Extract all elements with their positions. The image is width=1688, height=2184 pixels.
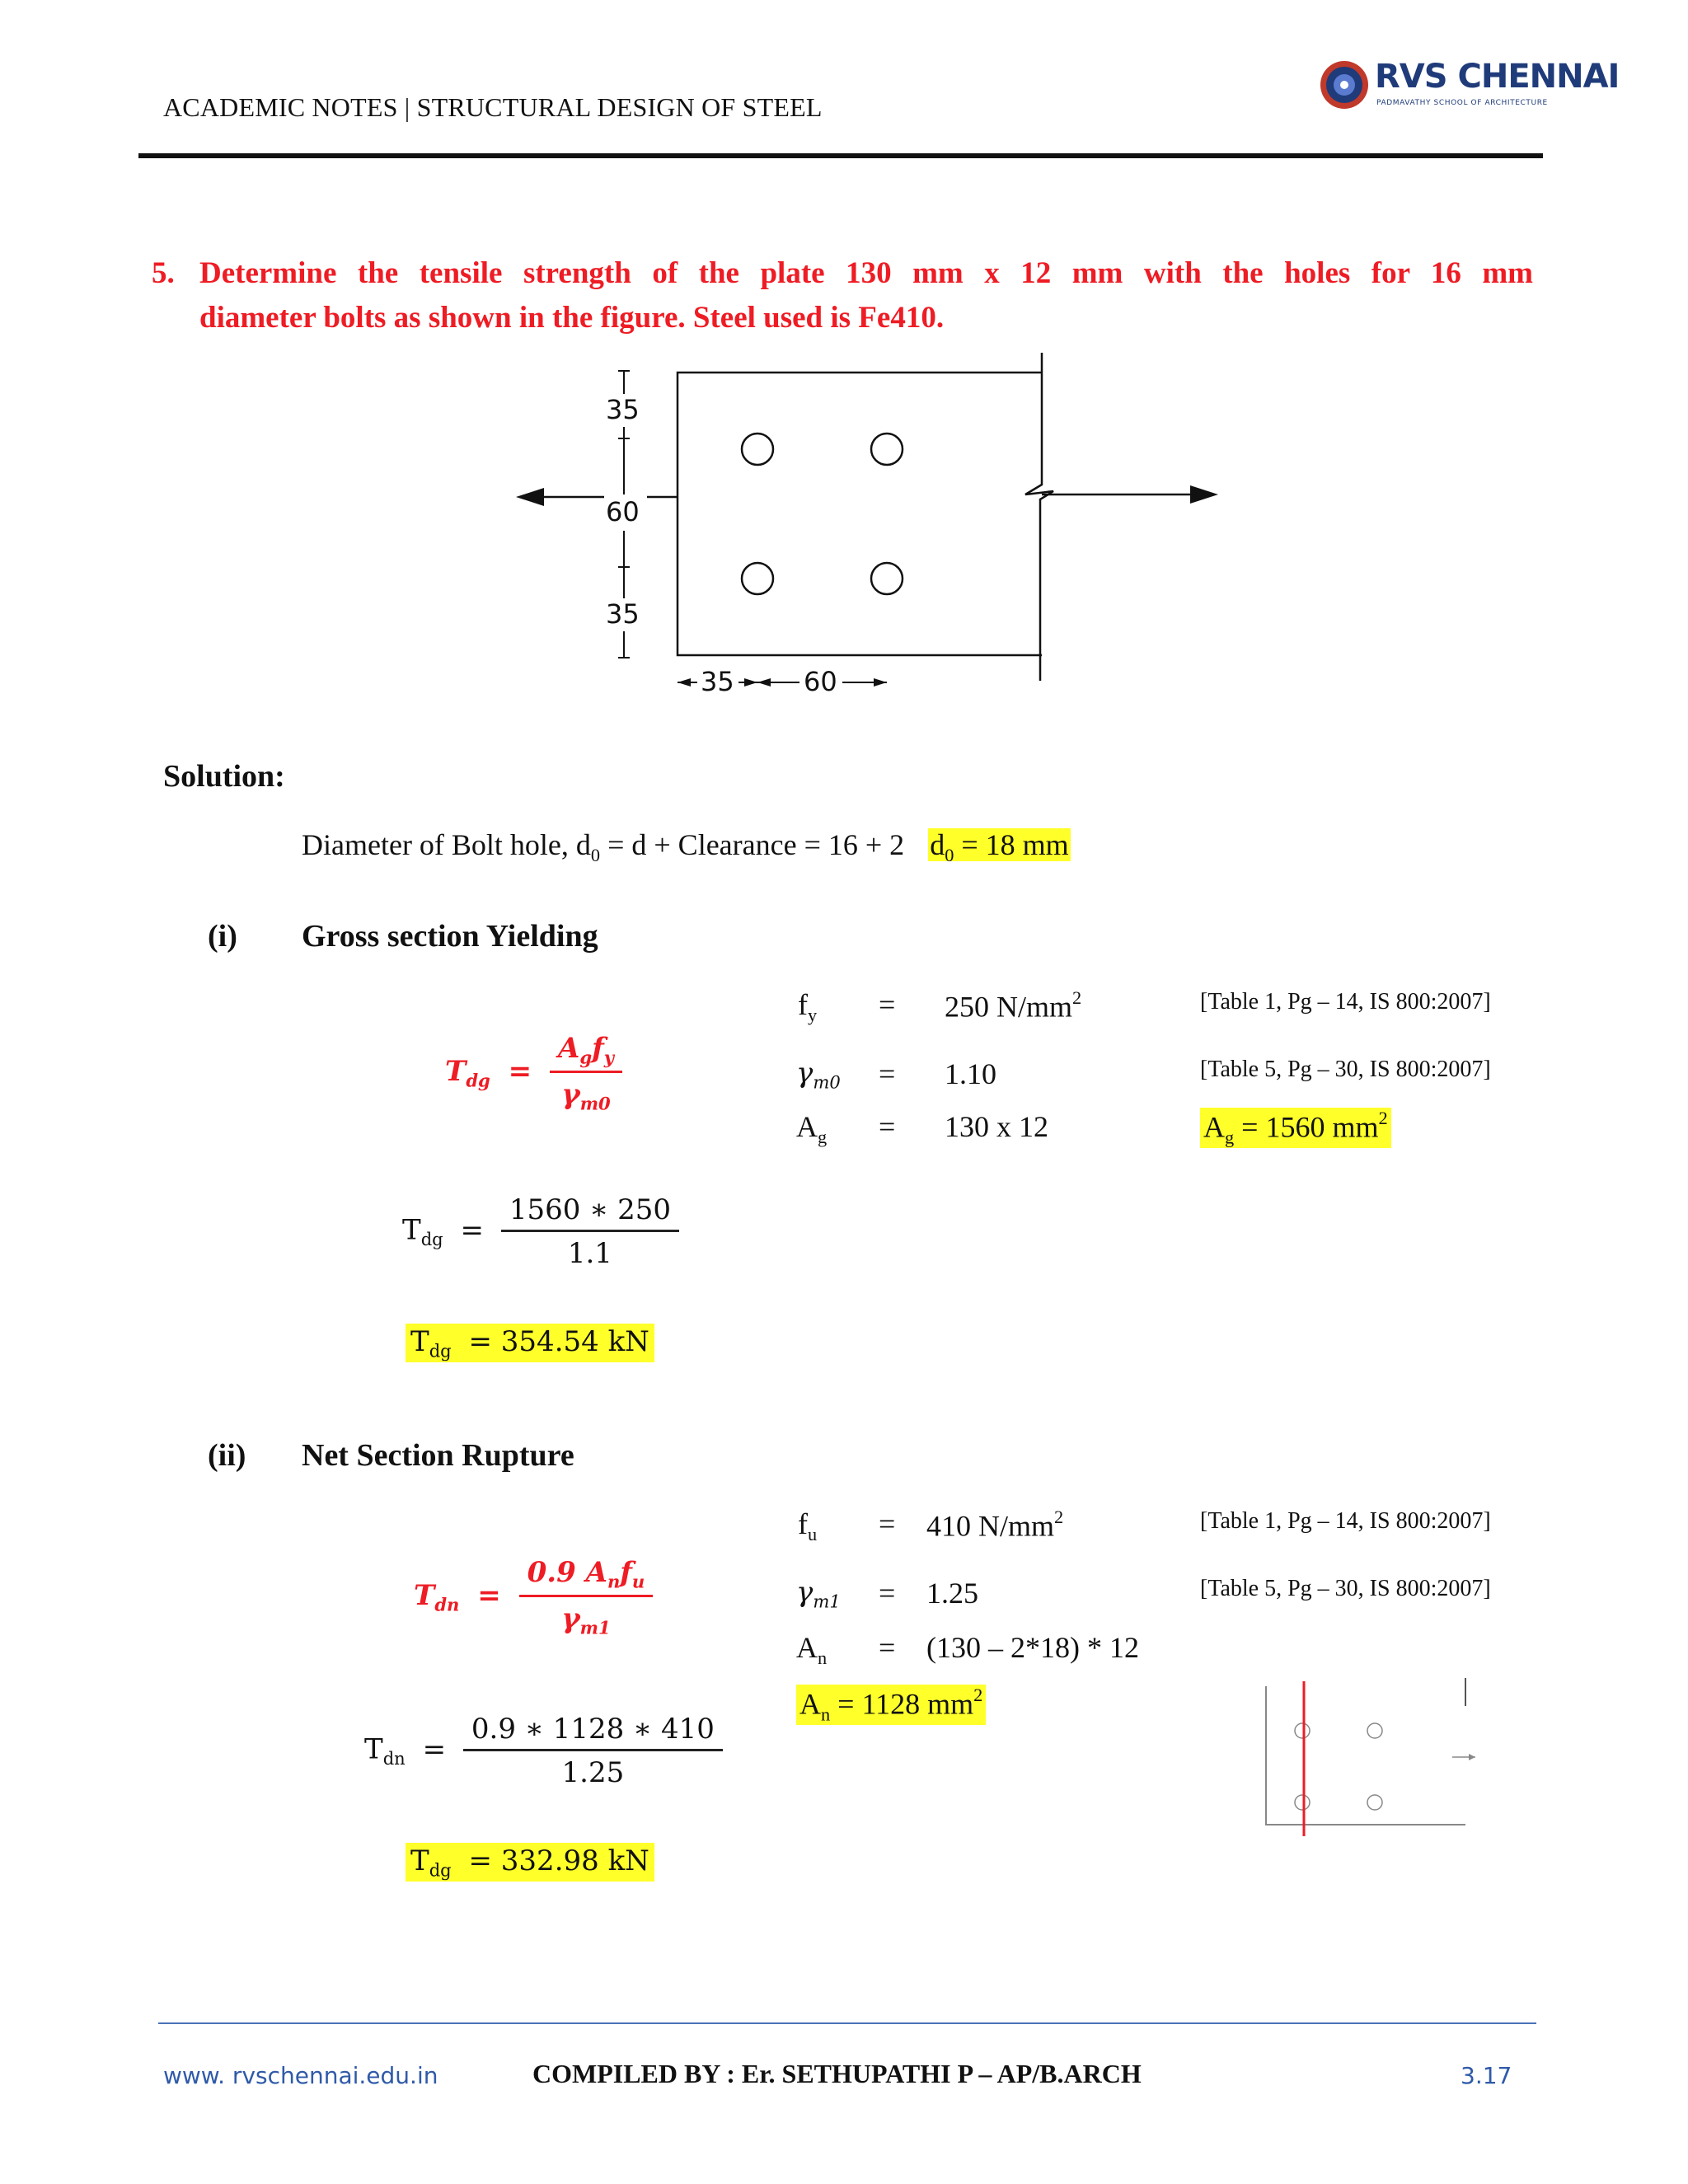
footer-rule: [158, 2022, 1536, 2024]
gross-param-gamma-ref: [Table 5, Pg – 30, IS 800:2007]: [1200, 1057, 1491, 1082]
footer-compiled-by: COMPILED BY : Er. SETHUPATHI P – AP/B.ARCH: [532, 2059, 1142, 2088]
gross-param-fy-eq: =: [879, 988, 896, 1021]
gross-param-gamma-eq: =: [879, 1057, 896, 1090]
footer-website[interactable]: www. rvschennai.edu.in: [163, 2062, 438, 2089]
net-area-result: $A_n = 1128$ $mm^2$: [796, 1685, 986, 1725]
net-param-gamma-eq: =: [879, 1577, 896, 1610]
bolt-hole: [871, 434, 903, 465]
question-number: 5.: [152, 256, 175, 290]
net-result: $T_{dg} = 332.98$ kN: [406, 1843, 654, 1882]
header-rule: [138, 153, 1543, 158]
gross-param-fy: $f_y$: [798, 988, 818, 1025]
net-param-gamma-val: 1.25: [926, 1577, 978, 1610]
logo-name: RVS CHENNAI: [1375, 58, 1620, 96]
gross-formula: $T_{dg}$ = $\frac{A_gf_y}{\gamma_{m0}}$: [445, 1032, 622, 1114]
question-line-2: diameter bolts as shown in the figure. Steel used is Fe410.: [199, 301, 945, 335]
bolt-hole-line: Diameter of Bolt hole, $d_0 = d$ + Clearance = 16 + 2 $d_0 = 18$ mm: [302, 828, 1069, 865]
header-title: ACADEMIC NOTES | STRUCTURAL DESIGN OF STEEL: [163, 92, 823, 122]
gross-param-gamma: $\gamma_{m0}$: [796, 1057, 841, 1093]
gross-param-ag-val: 130 x 12: [945, 1110, 1048, 1143]
gross-section-title: Gross section Yielding: [302, 919, 598, 954]
net-param-fu-eq: =: [879, 1507, 896, 1540]
net-param-fu-ref: [Table 1, Pg – 14, IS 800:2007]: [1200, 1508, 1491, 1534]
gross-calculation: $T_{dg}$ = $\frac{1560 ∗ 250}{1.1}$: [402, 1193, 679, 1270]
footer-page-number: 3.17: [1461, 2062, 1512, 2089]
bolt-hole-result: $d_0 = 18$ mm: [930, 828, 1069, 865]
net-param-fu: $f_u$: [798, 1507, 818, 1544]
bolt-hole: [742, 434, 773, 465]
dim-label-middle: 60: [606, 496, 640, 527]
left-arrow-icon: [516, 488, 544, 506]
bolt-hole: [742, 563, 773, 594]
logo-emblem-icon: [1319, 59, 1370, 110]
section-label-ii: (ii): [208, 1438, 246, 1473]
net-param-fu-val: 410 $N/mm^2$: [926, 1507, 1064, 1543]
net-calculation: $T_{dn}$ = $\frac{0.9 ∗ 1128 ∗ 410}{1.25}$: [364, 1713, 723, 1789]
gross-param-gamma-val: 1.10: [945, 1057, 996, 1090]
net-param-an-val: (130 – 2*18) * 12: [926, 1631, 1139, 1664]
net-formula: $T_{dn}$ = $\frac{0.9 A_nf_u}{\gamma_{m1}}$: [414, 1556, 653, 1638]
dim-label-edge: 35: [701, 666, 734, 697]
gross-param-ag-eq: =: [879, 1110, 896, 1143]
net-param-gamma-ref: [Table 5, Pg – 30, IS 800:2007]: [1200, 1576, 1491, 1601]
bolt-hole: [871, 563, 903, 594]
dim-label-bottom: 35: [606, 598, 640, 630]
net-param-an: $A_n$: [796, 1631, 828, 1668]
net-param-an-eq: =: [879, 1631, 896, 1664]
question-line-1: Determine the tensile strength of the plate 130 mm x 12 mm with the holes for 16 mm: [199, 256, 1533, 290]
gross-param-fy-ref: [Table 1, Pg – 14, IS 800:2007]: [1200, 989, 1491, 1015]
dim-label-top: 35: [606, 394, 640, 425]
net-section-title: Net Section Rupture: [302, 1438, 574, 1473]
logo-tagline: PADMAVATHY SCHOOL OF ARCHITECTURE: [1376, 99, 1548, 107]
solution-heading: Solution:: [163, 759, 285, 794]
gross-result: $T_{dg} = 354.54$ kN: [406, 1324, 654, 1362]
logo: [1319, 58, 1620, 115]
section-label-i: (i): [208, 919, 237, 954]
gross-area-result: $A_g = 1560$ $mm^2$: [1200, 1108, 1391, 1148]
net-param-gamma: $\gamma_{m1}$: [796, 1576, 841, 1612]
gross-param-fy-val: 250 $N/mm^2$: [945, 987, 1082, 1024]
net-section-sketch: [1253, 1673, 1475, 1854]
right-arrow-icon: [1190, 485, 1218, 504]
gross-param-ag: $A_g$: [796, 1110, 828, 1147]
dim-label-pitch: 60: [804, 666, 837, 697]
